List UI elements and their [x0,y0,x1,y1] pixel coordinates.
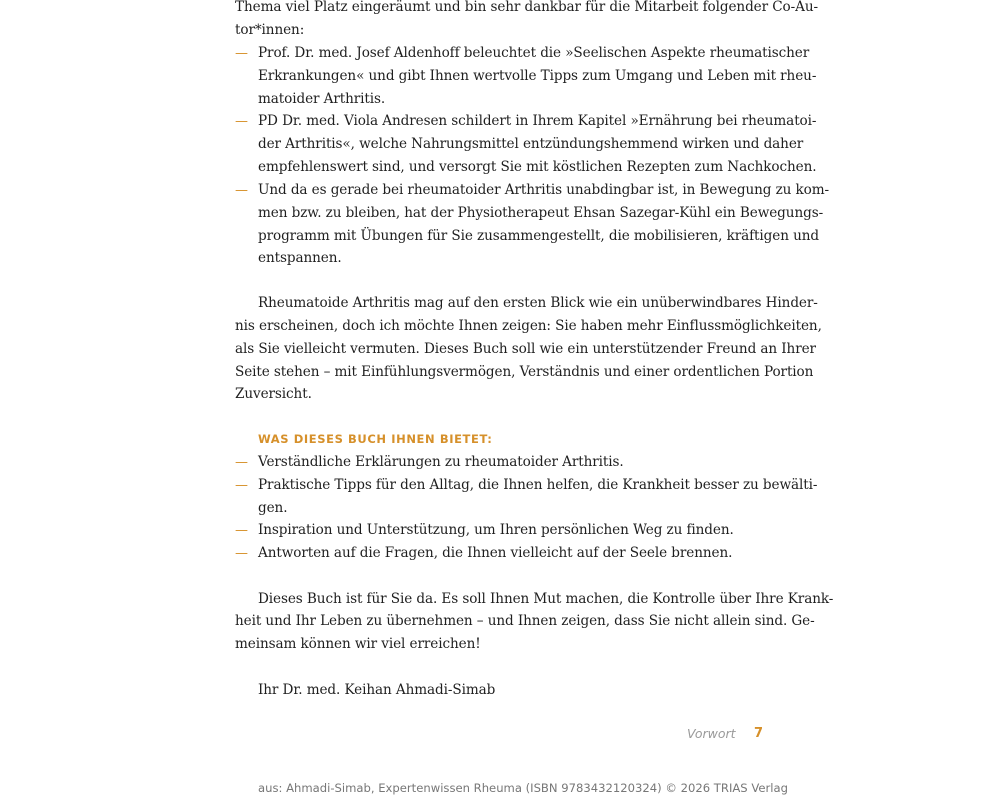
footer-section-label: Vorwort [687,726,736,741]
dash-bullet: — [235,46,248,61]
page-body [235,0,834,720]
list-item-line: empfehlenswert sind, und versorgt Sie mit köstlichen Rezepten zum Nachkochen. [258,159,817,175]
list-item-line: gen. [258,500,288,516]
section-heading: WAS DIESES BUCH IHNEN BIETET: [258,432,493,446]
list-item-line: men bzw. zu bleiben, hat der Physiotherapeut Ehsan Sazegar-Kühl ein Bewegungs- [258,205,824,221]
dash-bullet: — [235,455,248,470]
text-line: als Sie vielleicht vermuten. Dieses Buch soll wie ein unterstützender Freund an Ihrer [235,341,816,357]
dash-bullet: — [235,183,248,198]
text-line: Thema viel Platz eingeräumt und bin sehr dankbar für die Mitarbeit folgender Co-Au- [235,0,818,15]
dash-bullet: — [235,523,248,538]
list-item-line: Verständliche Erklärungen zu rheumatoider Arthritis. [258,454,624,470]
text-line: Rheumatoide Arthritis mag auf den ersten Blick wie ein unüberwindbares Hinder- [258,295,818,311]
list-item-line: PD Dr. med. Viola Andresen schildert in Ihrem Kapitel »Ernährung bei rheumatoi- [258,113,817,129]
dash-bullet: — [235,114,248,129]
text-line: nis erscheinen, doch ich möchte Ihnen zeigen: Sie haben mehr Einflussmöglichkeiten, [235,318,822,334]
list-item-line: der Arthritis«, welche Nahrungsmittel entzündungshemmend wirken und daher [258,136,804,152]
list-item-line: Erkrankungen« und gibt Ihnen wertvolle Tipps zum Umgang und Leben mit rheu- [258,68,817,84]
text-line: heit und Ihr Leben zu übernehmen – und Ihnen zeigen, dass Sie nicht allein sind. Ge- [235,613,815,629]
text-line: Dieses Buch ist für Sie da. Es soll Ihnen Mut machen, die Kontrolle über Ihre Krank- [258,591,834,607]
list-item-line: Antworten auf die Fragen, die Ihnen vielleicht auf der Seele brennen. [258,545,733,561]
dash-bullet: — [235,478,248,493]
source-line: aus: Ahmadi-Simab, Expertenwissen Rheuma (ISBN 9783432120324) © 2026 TRIAS Verlag [258,781,788,795]
list-item-line: programm mit Übungen für Sie zusammengestellt, die mobilisieren, kräftigen und [258,228,820,244]
text-line: Zuversicht. [235,386,312,402]
dash-bullet: — [235,546,248,561]
signature: Ihr Dr. med. Keihan Ahmadi-Simab [258,682,496,698]
list-item-line: Prof. Dr. med. Josef Aldenhoff beleuchtet die »Seelischen Aspekte rheumatischer [258,45,810,61]
list-item-line: Praktische Tipps für den Alltag, die Ihnen helfen, die Krankheit besser zu bewälti- [258,477,818,493]
text-line: Seite stehen – mit Einfühlungsvermögen, Verständnis und einer ordentlichen Portion [235,364,814,380]
list-item-line: Und da es gerade bei rheumatoider Arthritis unabdingbar ist, in Bewegung zu kom- [258,182,830,198]
text-line: tor*innen: [235,22,305,38]
list-item-line: matoider Arthritis. [258,91,386,107]
text-line: meinsam können wir viel erreichen! [235,636,481,652]
page-number: 7 [754,726,764,741]
list-item-line: entspannen. [258,250,342,266]
list-item-line: Inspiration und Unterstützung, um Ihren persönlichen Weg zu finden. [258,522,734,538]
